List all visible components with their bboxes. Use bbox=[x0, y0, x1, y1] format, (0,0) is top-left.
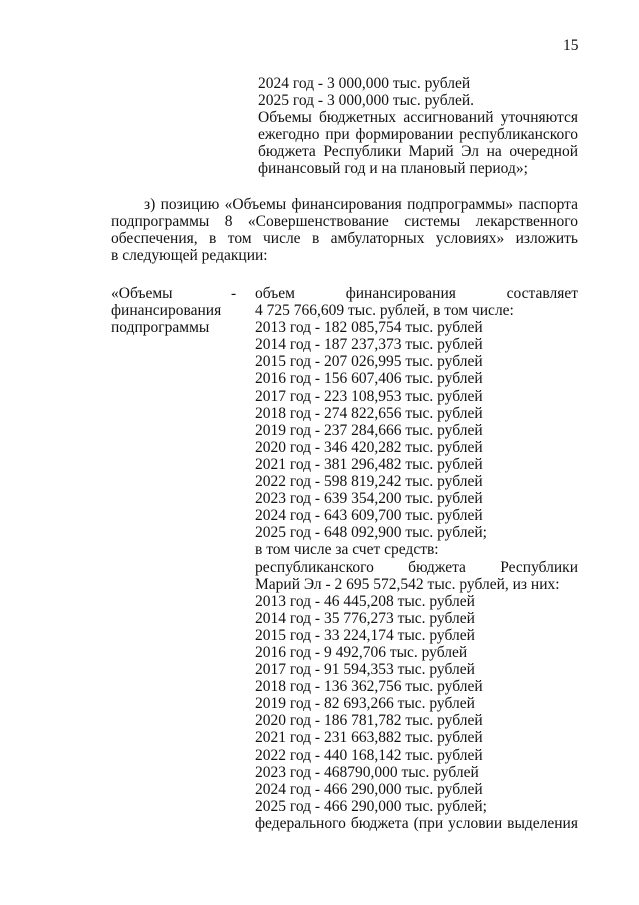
top-paragraph-line: Объемы бюджетных ассигнований уточняются bbox=[258, 109, 578, 127]
paragraph-line: подпрограммы 8 «Совершенствование системы лекарственного bbox=[111, 213, 578, 231]
years-total-list bbox=[255, 319, 578, 541]
year-line: 2014 год - 187 237,373 тыс. рублей bbox=[255, 336, 483, 354]
top-paragraph-last-line: финансовый год и на плановый период»; bbox=[258, 160, 528, 178]
year-line: 2025 год - 648 092,900 тыс. рублей; bbox=[255, 524, 487, 542]
republic-budget-line: республиканского бюджета Республики bbox=[255, 558, 578, 576]
paragraph-last-line: в следующей редакции: bbox=[111, 247, 268, 265]
top-line: 2025 год - 3 000,000 тыс. рублей. bbox=[258, 92, 475, 110]
year-line: 2017 год - 91 594,353 тыс. рублей bbox=[255, 661, 475, 679]
year-line: 2023 год - 639 354,200 тыс. рублей bbox=[255, 490, 483, 508]
republic-budget-total-line: Марий Эл - 2 695 572,542 тыс. рублей, из них: bbox=[255, 575, 560, 593]
paragraph-line: з) позицию «Объемы финансирования подпрограммы» паспорта bbox=[144, 196, 578, 213]
funding-details bbox=[255, 285, 578, 832]
label-line: подпрограммы bbox=[111, 319, 210, 337]
year-line: 2024 год - 466 290,000 тыс. рублей bbox=[255, 780, 483, 798]
year-line: 2025 год - 466 290,000 тыс. рублей; bbox=[255, 797, 487, 815]
label-line: «Объемы bbox=[111, 285, 173, 302]
year-line: 2021 год - 381 296,482 тыс. рублей bbox=[255, 455, 483, 473]
year-line: 2013 год - 46 445,208 тыс. рублей bbox=[255, 592, 475, 610]
year-line: 2019 год - 237 284,666 тыс. рублей bbox=[255, 421, 483, 439]
year-line: 2023 год - 468790,000 тыс. рублей bbox=[255, 763, 479, 781]
year-line: 2016 год - 156 607,406 тыс. рублей bbox=[255, 370, 483, 388]
funding-intro-line: объем финансирования составляет bbox=[255, 285, 578, 302]
paragraph-line: обеспечения, в том числе в амбулаторных условиях» изложить bbox=[111, 230, 578, 248]
year-line: 2024 год - 643 609,700 тыс. рублей bbox=[255, 507, 483, 525]
amendment-paragraph bbox=[111, 196, 578, 264]
year-line: 2016 год - 9 492,706 тыс. рублей bbox=[255, 643, 468, 661]
top-paragraph-line: бюджета Республики Марий Эл на очередной bbox=[258, 143, 578, 161]
year-line: 2015 год - 207 026,995 тыс. рублей bbox=[255, 353, 483, 371]
years-republic-list bbox=[255, 593, 578, 815]
page-number: 15 bbox=[563, 37, 579, 54]
year-line: 2020 год - 346 420,282 тыс. рублей bbox=[255, 438, 483, 456]
year-line: 2015 год - 33 224,174 тыс. рублей bbox=[255, 626, 475, 644]
including-line: в том числе за счет средств: bbox=[255, 541, 439, 559]
year-line: 2020 год - 186 781,782 тыс. рублей bbox=[255, 712, 483, 730]
year-line: 2022 год - 440 168,142 тыс. рублей bbox=[255, 746, 483, 764]
label-dash: - bbox=[231, 285, 237, 302]
year-line: 2013 год - 182 085,754 тыс. рублей bbox=[255, 319, 483, 337]
year-line: 2018 год - 136 362,756 тыс. рублей bbox=[255, 678, 483, 696]
year-line: 2017 год - 223 108,953 тыс. рублей bbox=[255, 387, 483, 405]
top-line: 2024 год - 3 000,000 тыс. рублей bbox=[258, 75, 471, 92]
top-text-block bbox=[258, 75, 578, 178]
year-line: 2019 год - 82 693,266 тыс. рублей bbox=[255, 695, 475, 713]
funding-total-line: 4 725 766,609 тыс. рублей, в том числе: bbox=[255, 302, 514, 320]
top-paragraph-line: ежегодно при формировании республиканского bbox=[258, 126, 578, 144]
funding-label bbox=[111, 285, 231, 336]
label-line: финансирования bbox=[111, 302, 222, 320]
federal-budget-line: федерального бюджета (при условии выделения bbox=[255, 814, 578, 832]
year-line: 2014 год - 35 776,273 тыс. рублей bbox=[255, 609, 475, 627]
year-line: 2021 год - 231 663,882 тыс. рублей bbox=[255, 729, 483, 747]
year-line: 2018 год - 274 822,656 тыс. рублей bbox=[255, 404, 483, 422]
year-line: 2022 год - 598 819,242 тыс. рублей bbox=[255, 473, 483, 491]
